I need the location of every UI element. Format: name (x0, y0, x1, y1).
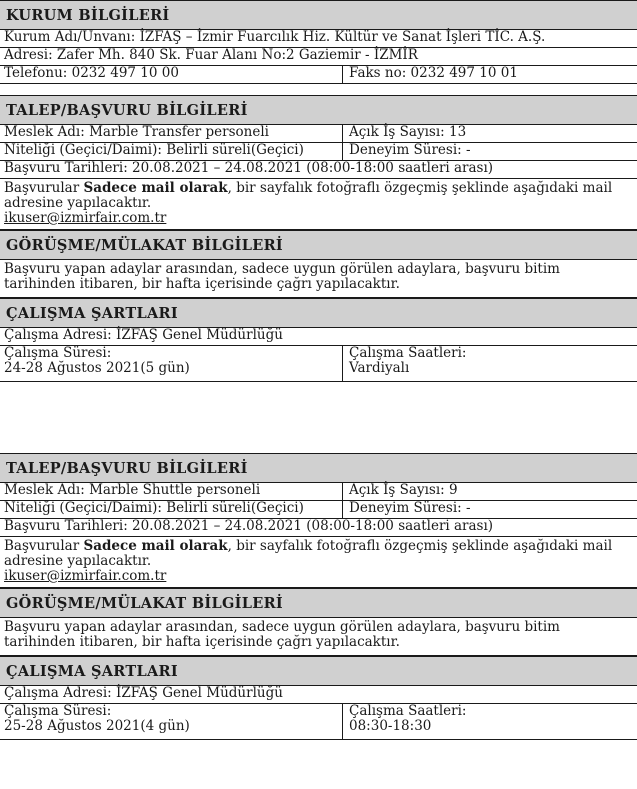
job1-calisma-saatleri-label: Çalışma Saatleri: (349, 345, 467, 361)
kurum-header: KURUM BİLGİLERİ (0, 0, 637, 30)
job2-calisma-adresi: Çalışma Adresi: İZFAŞ Genel Müdürlüğü (4, 685, 283, 701)
job2-deneyim: Deneyim Süresi: - (349, 500, 471, 516)
job2-calisma-suresi-value: 25-28 Ağustos 2021(4 gün) (4, 718, 190, 734)
kurum-fax: Faks no: 0232 497 10 01 (349, 65, 518, 81)
job2-niteligi: Niteliği (Geçici/Daimi): Belirli süreli(Geçici) (4, 501, 343, 518)
job2-gorusme-header: GÖRÜŞME/MÜLAKAT BİLGİLERİ (0, 588, 637, 618)
job1-tarih-row (0, 161, 637, 179)
job2-calisma-header: ÇALIŞMA ŞARTLARI (0, 656, 637, 686)
job2-meslek: Meslek Adı: Marble Shuttle personeli (4, 483, 343, 500)
job2-gorusme-text: Başvuru yapan adaylar arasından, sadece uygun görülen adaylara, başvuru bitim tarihinden itibaren, bir hafta içerisinde çağrı yapılacaktır. (0, 618, 637, 656)
job1-calisma-suresi (4, 346, 343, 381)
kurum-address-row (0, 48, 637, 66)
job1-gorusme-header: GÖRÜŞME/MÜLAKAT BİLGİLERİ (0, 230, 637, 260)
job1-deneyim: Deneyim Süresi: - (349, 142, 471, 158)
kurum-phone: Telefonu: 0232 497 10 00 (4, 66, 343, 83)
kurum-name: Kurum Adı/Unvanı: İZFAŞ – İzmir Fuarcılık Hiz. Kültür ve Sanat İşleri TİC. A.Ş. (4, 29, 546, 45)
kurum-name-row (0, 30, 637, 48)
job1-basvurular (0, 179, 637, 230)
job1-calisma-row (0, 346, 637, 382)
job1-calisma-suresi-value: 24-28 Ağustos 2021(5 gün) (4, 360, 190, 376)
job1-basvurular-pre: Başvurular (4, 180, 84, 196)
job1-meslek-row (0, 125, 637, 143)
job2-email-link[interactable]: ikuser@izmirfair.com.tr (4, 568, 167, 584)
job1-talep-header: TALEP/BAŞVURU BİLGİLERİ (0, 95, 637, 125)
job2-talep-header: TALEP/BAŞVURU BİLGİLERİ (0, 453, 637, 483)
job1-gorusme-text: Başvuru yapan adaylar arasından, sadece uygun görülen adaylara, başvuru bitim tarihinden itibaren, bir hafta içerisinde çağrı yapılacaktır. (0, 260, 637, 298)
job1-calisma-saatleri (343, 346, 633, 381)
job2-calisma-adresi-row (0, 686, 637, 704)
job2-calisma-row (0, 704, 637, 740)
job2-basvurular-pre: Başvurular (4, 538, 84, 554)
job1-calisma-adresi-row (0, 328, 637, 346)
job2-basvuru-tarihleri: Başvuru Tarihleri: 20.08.2021 – 24.08.2021 (08:00-18:00 saatleri arası) (4, 518, 494, 534)
job2-basvurular-post: , bir sayfalık fotoğraflı özgeçmiş şeklinde aşağıdaki mail adresine yapılacaktır. (4, 538, 613, 569)
job2-section (0, 453, 637, 740)
job1-basvurular-bold: Sadece mail olarak (83, 180, 228, 196)
job2-calisma-suresi (4, 704, 343, 739)
job2-meslek-row (0, 483, 637, 501)
job2-calisma-saatleri-value: 08:30-18:30 (349, 718, 432, 734)
job1-basvurular-post: , bir sayfalık fotoğraflı özgeçmiş şeklinde aşağıdaki mail adresine yapılacaktır. (4, 180, 613, 211)
job1-niteligi: Niteliği (Geçici/Daimi): Belirli süreli(Geçici) (4, 143, 343, 160)
job1-calisma-header: ÇALIŞMA ŞARTLARI (0, 298, 637, 328)
job1-acik-is: Açık İş Sayısı: 13 (349, 124, 467, 140)
job2-basvurular (0, 537, 637, 588)
job1-calisma-suresi-label: Çalışma Süresi: (4, 345, 112, 361)
job1-calisma-saatleri-value: Vardiyalı (349, 360, 410, 376)
kurum-section (0, 0, 637, 84)
job2-niteligi-row (0, 501, 637, 519)
job1-email-link[interactable]: ikuser@izmirfair.com.tr (4, 210, 167, 226)
kurum-contact-row (0, 66, 637, 84)
job1-section (0, 95, 637, 382)
job2-calisma-saatleri-label: Çalışma Saatleri: (349, 703, 467, 719)
job2-calisma-suresi-label: Çalışma Süresi: (4, 703, 112, 719)
job1-niteligi-row (0, 143, 637, 161)
job1-meslek: Meslek Adı: Marble Transfer personeli (4, 125, 343, 142)
job2-basvurular-bold: Sadece mail olarak (83, 538, 228, 554)
job2-calisma-saatleri (343, 704, 633, 739)
job2-acik-is: Açık İş Sayısı: 9 (349, 482, 458, 498)
job2-tarih-row (0, 519, 637, 537)
job1-calisma-adresi: Çalışma Adresi: İZFAŞ Genel Müdürlüğü (4, 327, 283, 343)
kurum-address: Adresi: Zafer Mh. 840 Sk. Fuar Alanı No:2 Gaziemir - İZMİR (4, 47, 418, 63)
job1-basvuru-tarihleri: Başvuru Tarihleri: 20.08.2021 – 24.08.2021 (08:00-18:00 saatleri arası) (4, 160, 494, 176)
